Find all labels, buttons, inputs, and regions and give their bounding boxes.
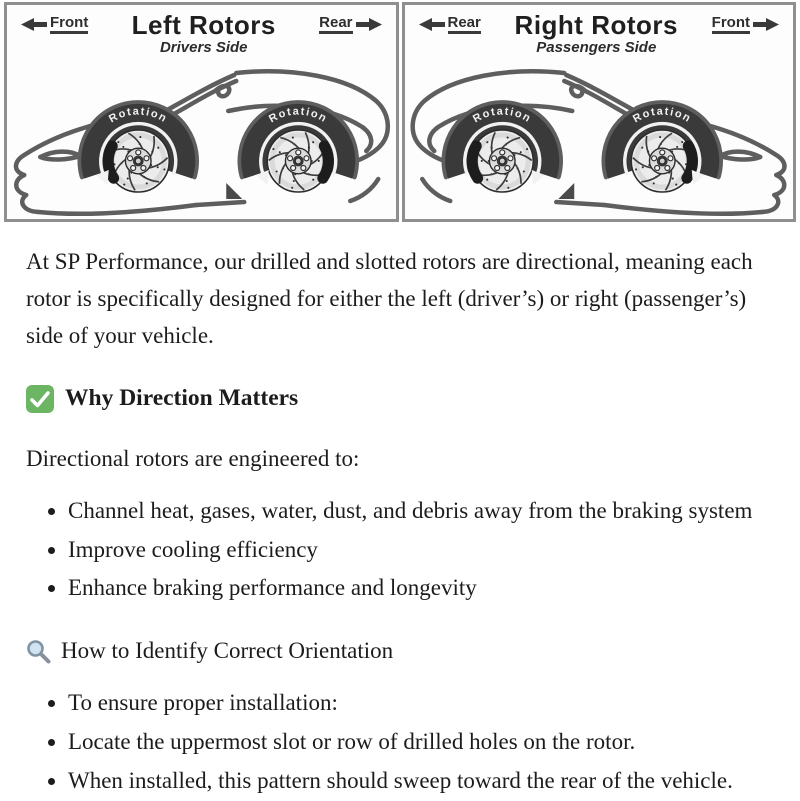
front-direction-indicator bbox=[21, 15, 88, 34]
left-rotors-panel bbox=[4, 2, 399, 222]
arrow-left-icon bbox=[419, 18, 445, 31]
rotor-direction-figure bbox=[0, 0, 800, 222]
panel-subtitle: Drivers Side bbox=[159, 39, 248, 56]
list-item: • Enhance braking performance and longevity bbox=[68, 570, 760, 607]
list-item: • Channel heat, gases, water, dust, and debris away from the braking system bbox=[68, 493, 760, 530]
car-line-art bbox=[7, 59, 396, 219]
left-car-illustration bbox=[7, 59, 396, 219]
article bbox=[0, 222, 790, 799]
front-label: Front bbox=[50, 15, 88, 34]
rear-label: Rear bbox=[319, 15, 352, 34]
list-item: • Improve cooling efficiency bbox=[68, 532, 760, 569]
rotor-front bbox=[107, 130, 169, 192]
magnifying-glass-icon bbox=[26, 639, 52, 665]
rotor-front bbox=[631, 130, 693, 192]
rotation-label: Rotation bbox=[470, 105, 534, 126]
front-label: Front bbox=[712, 15, 750, 34]
right-car-illustration bbox=[405, 59, 794, 219]
intro-paragraph: At SP Performance, our drilled and slotted rotors are directional, meaning each rotor is specifically designed for either the left (driver’s) or right (passenger’s) side of your vehicle. bbox=[26, 249, 753, 348]
front-direction-indicator bbox=[712, 15, 779, 34]
rear-direction-indicator bbox=[419, 15, 481, 34]
rotor-rear bbox=[471, 130, 533, 192]
right-panel-titles bbox=[481, 12, 712, 56]
panel-title: Left Rotors bbox=[131, 10, 276, 40]
rotation-label: Rotation bbox=[630, 105, 694, 126]
benefits-list bbox=[26, 493, 760, 607]
panel-title: Right Rotors bbox=[514, 10, 678, 40]
list-item: • Locate the uppermost slot or row of drilled holes on the rotor. bbox=[68, 724, 760, 761]
arrow-right-icon bbox=[753, 18, 779, 31]
rear-direction-indicator bbox=[319, 15, 381, 34]
orientation-list bbox=[26, 685, 760, 799]
car-line-art bbox=[405, 59, 794, 219]
right-panel-header bbox=[405, 5, 794, 56]
arrow-right-icon bbox=[356, 18, 382, 31]
check-icon bbox=[26, 385, 54, 413]
right-rotors-panel bbox=[402, 2, 797, 222]
rear-label: Rear bbox=[448, 15, 481, 34]
lead-paragraph: Directional rotors are engineered to: bbox=[26, 445, 360, 471]
panel-subtitle: Passengers Side bbox=[536, 39, 657, 56]
section-why-heading bbox=[26, 380, 760, 418]
rotation-label: Rotation bbox=[267, 105, 330, 126]
rotation-label: Rotation bbox=[107, 105, 170, 126]
rotor-rear bbox=[267, 130, 329, 192]
arrow-left-icon bbox=[21, 18, 47, 31]
section-identify-heading bbox=[26, 633, 760, 670]
list-item: • When installed, this pattern should sweep toward the rear of the vehicle. bbox=[68, 763, 760, 800]
left-panel-header bbox=[7, 5, 396, 56]
section-why-heading-text: Why Direction Matters bbox=[65, 385, 299, 412]
list-item: • To ensure proper installation: bbox=[68, 685, 760, 722]
section-identify-heading-text: How to Identify Correct Orientation bbox=[61, 638, 394, 664]
left-panel-titles bbox=[88, 12, 319, 56]
